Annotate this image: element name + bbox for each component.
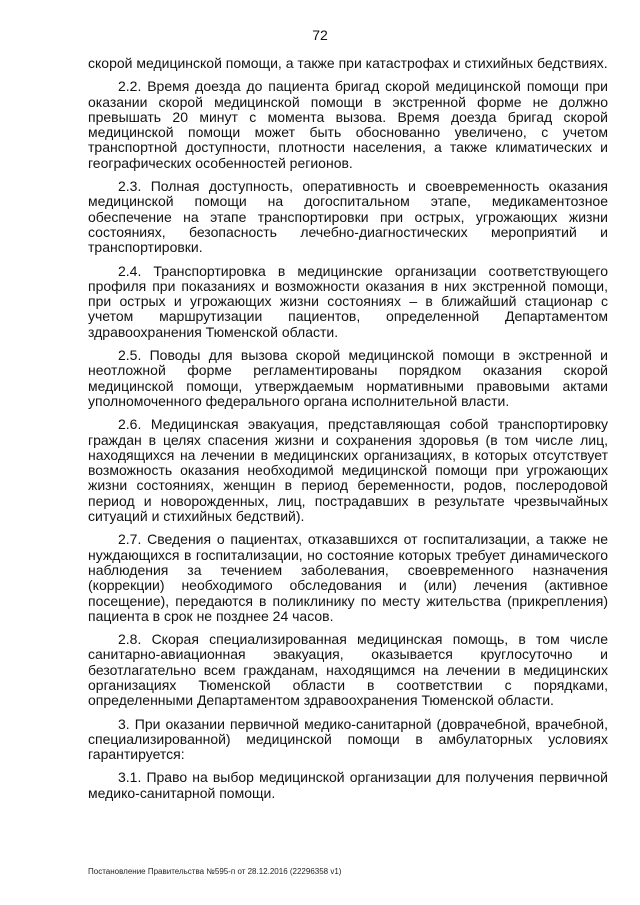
paragraph-2-4: 2.4. Транспортировка в медицинские организации соответствующего профиля при показаниях и возможности оказания в них экстренной помощи, при острых и угрожающих жизни состояниях – в ближайший стационар с учетом маршрутизации пациентов, определенной Департаментом здравоохранения Тюменской области. [88,262,608,340]
paragraph-2-6: 2.6. Медицинская эвакуация, представляющая собой транспортировку граждан в целях спасения жизни и сохранения здоровья (в том числе лиц, находящихся на лечении в медицинских организациях, в которых отсутствует возможность оказания необходимой медицинской помощи при угрожающих жизни состояниях, женщин в период беременности, родов, послеродовой период и новорожденных, лиц, пострадавших в результате чрезвычайных ситуаций и стихийных бедствий). [88,416,608,525]
paragraph-3: 3. При оказании первичной медико-санитарной (доврачебной, врачебной, специализированной) медицинской помощи в амбулаторных условиях гарантируется: [88,715,608,763]
document-body [88,56,608,809]
paragraph-2-3: 2.3. Полная доступность, оперативность и своевременность оказания медицинской помощи на догоспитальном этапе, медикаментозное обеспечение на этапе транспортировки при острых, угрожающих жизни состояниях, безопасность лечебно-диагностических мероприятий и транспортировки. [88,178,608,256]
paragraph-continuation: скорой медицинской помощи, а также при катастрофах и стихийных бедствиях. [88,55,608,71]
paragraph-2-2: 2.2. Время доезда до пациента бригад скорой медицинской помощи при оказании скорой медицинской помощи в экстренной форме не должно превышать 20 минут с момента вызова. Время доезда бригад скорой медицинской помощи может быть обоснованно увеличено, с учетом транспортной доступности, плотности населения, а также климатических и географических особенностей регионов. [88,78,608,171]
paragraph-2-8: 2.8. Скорая специализированная медицинская помощь, в том числе санитарно-авиационная эвакуация, оказывается круглосуточно и безотлагательно всем гражданам, находящимся на лечении в медицинских организациях Тюменской области в соответствии с порядками, определенными Департаментом здравоохранения Тюменской области. [88,631,608,709]
paragraph-3-1: 3.1. Право на выбор медицинской организации для получения первичной медико-санитарной помощи. [88,769,608,801]
paragraph-2-7: 2.7. Сведения о пациентах, отказавшихся от госпитализации, а также не нуждающихся в госпитализации, но состояние которых требует динамического наблюдения за течением заболевания, своевременного назначения (коррекции) необходимого обследования и (или) лечения (активное посещение), передаются в поликлинику по месту жительства (прикрепления) пациента в срок не позднее 24 часов. [88,531,608,624]
paragraph-2-5: 2.5. Поводы для вызова скорой медицинской помощи в экстренной и неотложной форме регламентированы порядком оказания скорой медицинской помощи, утверждаемым нормативными правовыми актами уполномоченного федерального органа исполнительной власти. [88,347,608,409]
page-number: 72 [312,27,328,43]
document-footer: Постановление Правительства №595-п от 28.12.2016 (22296358 v1) [88,867,342,876]
